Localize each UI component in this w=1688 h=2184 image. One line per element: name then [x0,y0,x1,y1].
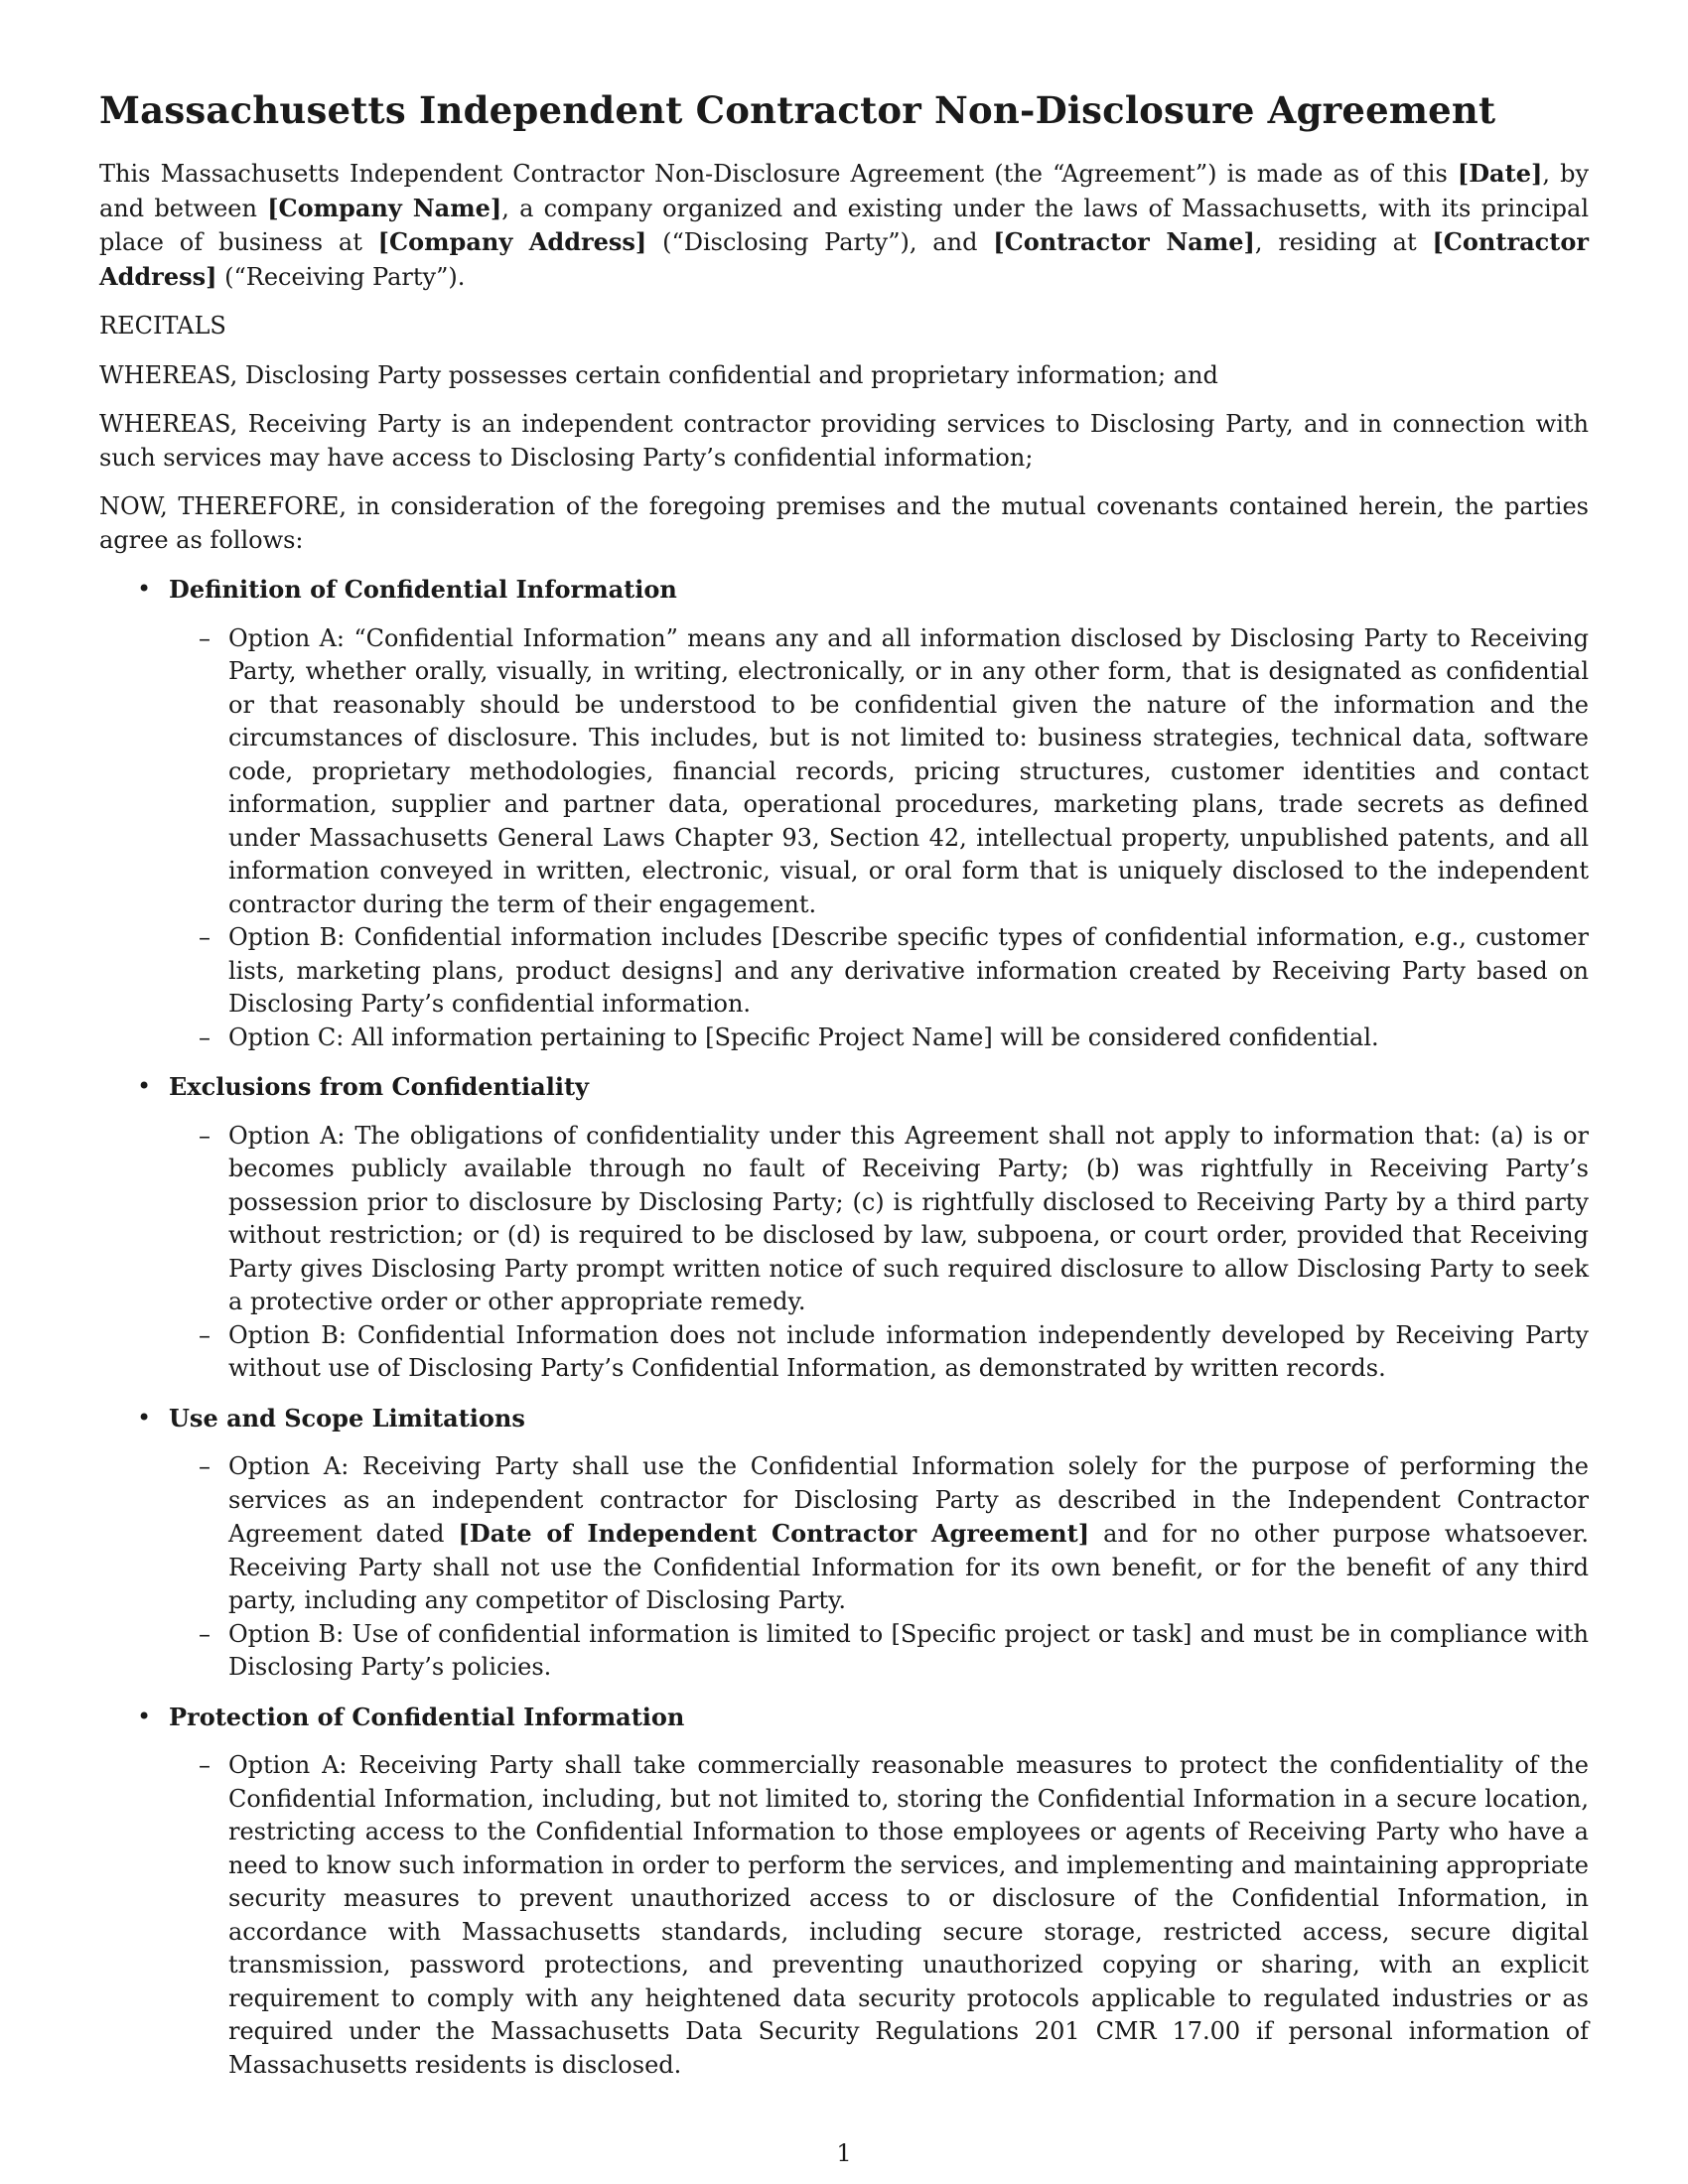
section-title: Definition of Confidential Information [169,575,677,604]
whereas-clause-1: WHEREAS, Disclosing Party possesses certain confidential and proprietary information; and [99,360,1218,389]
section-title: Exclusions from Confidentiality [169,1072,589,1101]
option-item [169,1319,1589,1386]
options-list [169,1749,1589,2082]
dash-icon: – [199,1452,211,1480]
company-address-placeholder: [Company Address] [377,227,647,256]
company-name-placeholder: [Company Name] [267,193,502,222]
dash-icon: – [199,1023,211,1051]
option-item [169,1618,1589,1685]
option-text: Option A: Receiving Party shall take commercially reasonable measures to protect the confidentiality of the Confidential Information, including, but not limited to, storing the Confidential Information in a secure location, restricting access to the Confidential Information to those employees or agents of Receiving Party who have a need to know such information in order to perform the services, and implementing and maintaining appropriate security measures to prevent unauthorized access to or disclosure of the Confidential Information, in accordance with Massachusetts standards, including secure storage, restricted access, secure digital transmission, password protections, and preventing unauthorized copying or sharing, with an explicit requirement to comply with any heightened data security protocols applicable to regulated industries or as required under the Massachusetts Data Security Regulations 201 CMR 17.00 if personal information of Massachusetts residents is disclosed. [228,1751,1589,2079]
option-text: Option A: “Confidential Information” means any and all information disclosed by Disclosing Party to Receiving Party, whether orally, visually, in writing, electronically, or in any other form, that is designated as confidential or that reasonably should be understood to be confidential given the nature of the information and the circumstances of disclosure. This includes, but is not limited to: business strategies, technical data, software code, proprietary methodologies, financial records, pricing structures, customer identities and contact information, supplier and partner data, operational procedures, marketing plans, trade secrets as defined under Massachusetts General Laws Chapter 93, Section 42, intellectual property, unpublished patents, and all information conveyed in written, electronic, visual, or oral form that is uniquely disclosed to the independent contractor during the term of their engagement. [228,623,1589,918]
document-page [99,85,1589,2098]
intro-text-6: (“Receiving Party”). [216,262,466,291]
dash-icon: – [199,623,211,652]
option-item [169,1450,1589,1618]
section-protection [99,1701,1589,2083]
option-item [169,1022,1589,1055]
option-text: Option A: The obligations of confidentiality under this Agreement shall not apply to information that: (a) is or becomes publicly available through no fault of Receiving Party; (b) was rightfully in Receiving Party’s possession prior to disclosure by Disclosing Party; (c) is rightfully disclosed to Receiving Party by a third party without restriction; or (d) is required to be disclosed by law, subpoena, or court order, provided that Receiving Party gives Disclosing Party prompt written notice of such required disclosure to allow Disclosing Party to seek a protective order or other appropriate remedy. [228,1121,1589,1315]
option-item [169,1120,1589,1319]
sections-list [99,573,1589,2082]
option-text: Option B: Use of confidential information is limited to [Specific project or task] and must be in compliance with Disclosing Party’s policies. [228,1619,1589,1681]
contractor-address-placeholder: [Contractor Address] [99,227,1589,291]
option-item [169,921,1589,1022]
contractor-name-placeholder: [Contractor Name] [993,227,1255,256]
intro-text-2: , by and between [99,160,1589,222]
bullet-icon: • [137,1072,152,1100]
option-text: Option B: Confidential Information does not include information independently developed by Receiving Party without use of Disclosing Party’s Confidential Information, as demonstrated by written records. [228,1320,1589,1382]
date-placeholder: [Date] [1457,159,1543,188]
options-list [169,622,1589,1055]
options-list [169,1120,1589,1386]
dash-icon: – [199,1320,211,1349]
intro-text-5: , residing at [1254,228,1433,256]
section-definition [99,573,1589,1054]
intro-paragraph [99,157,1589,294]
recitals-heading: RECITALS [99,312,226,340]
bullet-icon: • [137,1702,152,1730]
option-text-post: and for no other purpose whatsoever. Receiving Party shall not use the Confidential Information for its own benefit, or for the benefit of any third party, including any competitor of Disclosing Party. [228,1520,1589,1614]
option-text: Option B: Confidential information includes [Describe specific types of confidential information, e.g., customer lists, marketing plans, product designs] and any derivative information created by Receiving Party based on Disclosing Party’s confidential information. [228,923,1589,1018]
option-item [169,1749,1589,2082]
whereas-clause-2: WHEREAS, Receiving Party is an independent contractor providing services to Disclosing Party, and in connection with such services may have access to Disclosing Party’s confidential information; [99,410,1589,472]
intro-text-3: , a company organized and existing under the laws of Massachusetts, with its principal place of business at [99,194,1589,256]
document-title: Massachusetts Independent Contractor Non-Disclosure Agreement [99,88,1496,132]
option-text-pre: Option A: Receiving Party shall use the Confidential Information solely for the purpose of performing the services as an independent contractor for Disclosing Party as described in the Independent Contractor Agreement dated [228,1452,1589,1548]
dash-icon: – [199,1121,211,1150]
dash-icon: – [199,1619,211,1648]
section-exclusions [99,1070,1589,1386]
bullet-icon: • [137,575,152,603]
intro-text-1: This Massachusetts Independent Contractor Non-Disclosure Agreement (the “Agreement”) is made as of this [99,160,1458,188]
bullet-icon: • [137,1403,152,1432]
agreement-date-placeholder: [Date of Independent Contractor Agreement] [458,1519,1090,1548]
dash-icon: – [199,923,211,951]
option-item [169,622,1589,922]
now-therefore-clause: NOW, THEREFORE, in consideration of the foregoing premises and the mutual covenants contained herein, the parties agree as follows: [99,492,1589,554]
section-title: Use and Scope Limitations [169,1403,525,1433]
dash-icon: – [199,1751,211,1779]
section-title: Protection of Confidential Information [169,1702,685,1731]
options-list [169,1450,1589,1685]
section-use-scope [99,1402,1589,1685]
option-text: Option C: All information pertaining to [Specific Project Name] will be considered confidential. [228,1023,1379,1051]
intro-text-4: (“Disclosing Party”), and [646,228,994,256]
page-number: 1 [836,2139,852,2167]
